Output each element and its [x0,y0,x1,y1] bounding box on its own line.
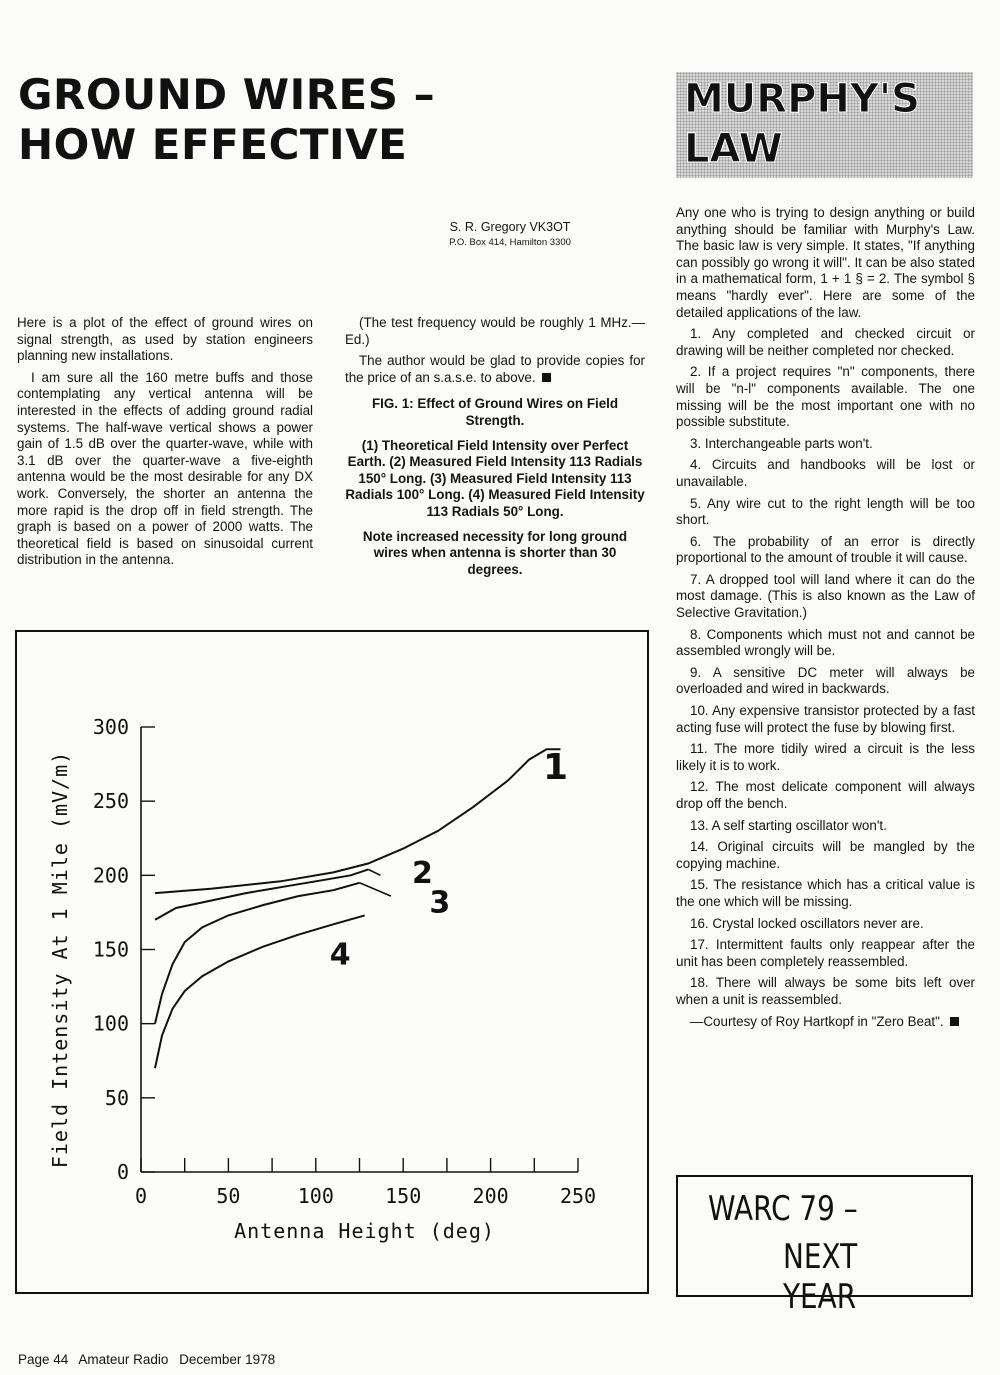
y-tick-label: 100 [92,1011,129,1036]
figure-note: Note increased necessity for long ground wires when antenna is shorter than 30 degrees. [362,528,628,577]
author-offer: The author would be glad to provide copies for the price of an s.a.s.e. to above. [345,353,645,385]
figure-legend: (1) Theoretical Field Intensity over Perfect Earth. (2) Measured Field Intensity 113 Radials 150° Long. (3) Measured Field Intensity 113 Radials 100° Long. (4) Measured Field Intensity 113 Radials 50° Long. [345,437,645,519]
series-line-1 [155,749,561,893]
article-paragraph: I am sure all the 160 metre buffs and those contemplating any vertical antenna will be interested in the effects of adding ground radial systems. The half-wave vertical shows a power gain of 1.5 dB over the quarter-wave, while with 3.1 dB over the quarter-wave a five-eighth antenna would be the most desirable for any DX work. Conversely, the shorter an antenna the more rapid is the drop off in field strength. The graph is based on a power of 2000 watts. The theoretical field is based on sinusoidal current distribution in the antenna. [17,369,313,568]
y-tick-label: 250 [92,789,129,814]
series-label-4: 4 [329,937,351,973]
figure-1-graph [15,630,649,1294]
byline [380,220,640,250]
article-paragraph: Here is a plot of the effect of ground wires on signal strength, as used by station engineers planning new installations. [17,315,313,364]
series-leader-3 [360,883,391,896]
magazine-name: Amateur Radio [78,1352,169,1367]
murphy-law-item: 5. Any wire cut to the right length will be too short. [676,495,975,528]
murphy-laws-list [676,326,975,1008]
murphy-courtesy: —Courtesy of Roy Hartkopf in "Zero Beat". [690,1013,944,1029]
page-footer [18,1352,282,1367]
series-label-1: 1 [543,746,569,788]
article-title-line2: HOW EFFECTIVE [18,120,408,169]
figure-caption: FIG. 1: Effect of Ground Wires on Field Strength. [371,396,619,428]
series-label-2: 2 [411,855,433,891]
murphy-law-item: 8. Components which must not and cannot be assembled wrongly will be. [676,626,975,659]
murphy-law-item: 16. Crystal locked oscillators never are. [690,915,924,931]
x-tick-label: 200 [472,1184,509,1208]
murphy-law-item: 11. The more tidily wired a circuit is the less likely it is to work. [676,741,975,773]
series-line-2 [155,869,368,919]
article-title [18,70,638,170]
author-name: S. R. Gregory VK3OT [449,220,571,234]
murphy-title-line2: LAW [684,126,783,172]
murphy-law-item: 1. Any completed and checked circuit or drawing will be neither completed nor checked. [676,326,975,358]
warc-line1: WARC 79 – [708,1189,858,1229]
page-number: Page 44 [18,1352,69,1367]
editor-note: (The test frequency would be roughly 1 MHz.—Ed.) [345,315,645,347]
field-intensity-chart [17,632,647,1292]
series-label-3: 3 [429,885,451,921]
x-tick-label: 0 [134,1184,148,1208]
murphy-law-item: 14. Original circuits will be mangled by the copying machine. [676,839,975,871]
murphy-title [684,74,920,174]
murphy-law-item: 10. Any expensive transistor protected by a fast acting fuse will protect the fuse by blowing first. [676,703,975,735]
end-mark-icon [950,1017,959,1026]
x-tick-label: 150 [385,1184,422,1208]
murphy-title-box [676,72,973,178]
murphy-law-item: 15. The resistance which has a critical value is the one which will be missing. [676,877,975,909]
murphy-title-line1: MURPHY'S [684,76,920,122]
murphy-law-item: 12. The most delicate component will always drop off the bench. [676,779,975,811]
murphy-law-item: 17. Intermittent faults only reappear after the unit has been completely reassembled. [676,937,975,969]
y-axis-label: Field Intensity At 1 Mile (mV/m) [48,750,72,1169]
article-column-2 [345,315,645,583]
murphy-law-item: 7. A dropped tool will land where it can do the most damage. (This is also known as the Law of Selective Gravitation.) [676,571,975,621]
y-tick-label: 200 [92,863,129,888]
x-tick-label: 50 [216,1184,241,1208]
warc-line2: NEXT YEAR [783,1237,858,1317]
y-tick-label: 0 [116,1160,129,1184]
murphy-law-item: 3. Interchangeable parts won't. [690,435,873,451]
murphy-law-item: 13. A self starting oscillator won't. [690,817,887,833]
y-tick-label: 300 [92,715,129,739]
y-tick-label: 50 [104,1085,129,1110]
series-leader-2 [368,869,380,875]
x-tick-label: 250 [559,1184,597,1208]
author-address: P.O. Box 414, Hamilton 3300 [449,237,571,248]
murphy-column [676,205,975,1035]
murphy-law-item: 2. If a project requires "n" components, there will be "n-l" components available. The one missing will be the most important one with no possible substitute. [676,364,975,430]
x-axis-label: Antenna Height (deg) [234,1219,495,1243]
end-mark-icon [542,373,551,382]
article-column-1 [17,315,313,574]
murphy-law-item: 6. The probability of an error is directly proportional to the amount of trouble it will cause. [676,533,975,566]
murphy-law-item: 18. There will always be some bits left over when a unit is reassembled. [676,975,975,1007]
article-title-line1: GROUND WIRES – [18,70,436,119]
issue-date: December 1978 [179,1352,276,1367]
x-tick-label: 100 [297,1184,334,1208]
y-tick-label: 150 [92,937,129,962]
warc-box [676,1175,973,1317]
murphy-law-item: 4. Circuits and handbooks will be lost or unavailable. [676,457,975,489]
murphy-intro: Any one who is trying to design anything or build anything should be familiar with Murphy's Law. The basic law is very simple. It states, "If anything can possibly go wrong it will". It can be also stated in a mathematical form, 1 + 1 § = 2. The symbol § means "hardly ever". Here are some of the detailed applications of the law. [676,205,975,320]
murphy-law-item: 9. A sensitive DC meter will always be overloaded and wired in backwards. [676,664,975,697]
